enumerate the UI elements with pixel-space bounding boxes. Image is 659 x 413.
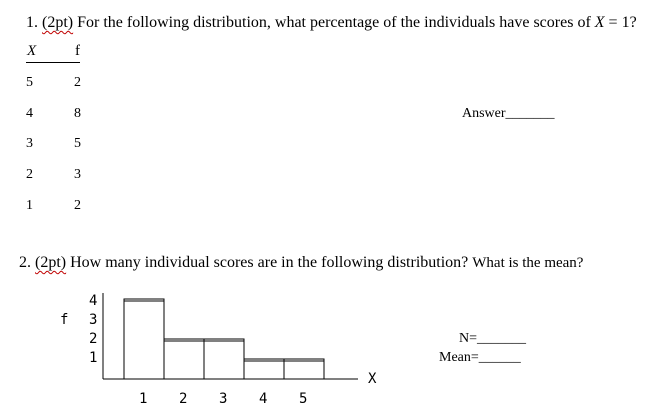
y-tick-label: 1 xyxy=(89,350,98,366)
n-blank[interactable]: N=_______ xyxy=(459,331,527,346)
table-cell-f: 2 xyxy=(74,75,81,90)
table-cell-x: 2 xyxy=(26,167,33,182)
x-tick-label: 1 xyxy=(139,391,148,407)
table-cell-f: 8 xyxy=(74,106,81,121)
histogram-x-label: X xyxy=(368,371,377,387)
answer-blank[interactable]: Answer_______ xyxy=(462,106,555,121)
question-1-variable: X xyxy=(594,14,605,31)
table-cell-x: 1 xyxy=(26,198,33,213)
y-tick-label: 4 xyxy=(89,293,98,309)
question-2-points: (2pt) xyxy=(35,254,67,271)
histogram-bars xyxy=(124,299,324,379)
mean-blank[interactable]: Mean=______ xyxy=(439,350,521,365)
table-header-f: f xyxy=(75,43,80,59)
histogram-bar xyxy=(164,339,204,379)
table-cell-x: 4 xyxy=(26,106,33,121)
question-1-text: For the following distribution, what percentage of the individuals have scores of xyxy=(77,14,591,31)
question-2-text-tail: What is the mean? xyxy=(472,255,584,271)
histogram-bar xyxy=(284,359,324,379)
table-cell-f: 2 xyxy=(74,198,81,213)
table-cell-f: 5 xyxy=(74,136,81,151)
question-1-points: (2pt) xyxy=(42,14,74,31)
histogram-y-label: f xyxy=(60,312,69,328)
histogram-bar xyxy=(124,299,164,379)
y-tick-label: 3 xyxy=(89,312,98,328)
question-1-number: 1. xyxy=(26,14,38,31)
x-tick-label: 4 xyxy=(259,391,268,407)
x-tick-label: 3 xyxy=(219,391,228,407)
histogram-bar xyxy=(244,359,284,379)
table-header-x: X xyxy=(27,43,37,59)
x-tick-label: 2 xyxy=(179,391,188,407)
table-cell-x: 3 xyxy=(26,136,33,151)
table-cell-f: 3 xyxy=(74,167,81,182)
table-cell-x: 5 xyxy=(26,75,33,90)
x-tick-label: 5 xyxy=(299,391,308,407)
question-2-text: How many individual scores are in the following distribution? xyxy=(70,254,469,271)
y-tick-label: 2 xyxy=(89,331,98,347)
question-2-number: 2. xyxy=(19,254,31,271)
histogram-bar xyxy=(204,339,244,379)
question-1-text-end: = 1? xyxy=(608,14,637,31)
